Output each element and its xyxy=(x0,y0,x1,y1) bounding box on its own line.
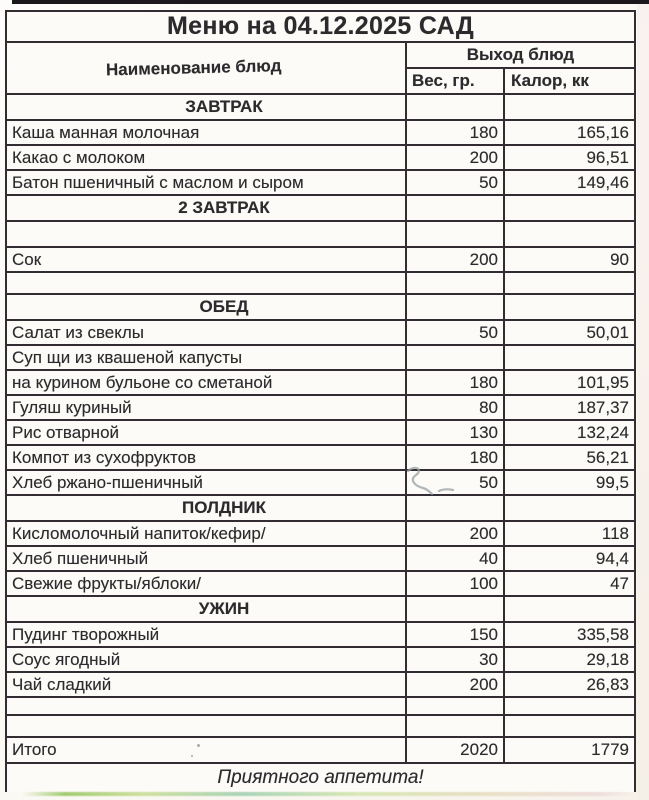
section-row xyxy=(7,496,634,522)
weight-cell: 2020 xyxy=(407,738,505,764)
dish-row xyxy=(7,547,634,572)
calories-cell: 50,01 xyxy=(505,321,634,346)
section-title: 2 ЗАВТРАК xyxy=(7,196,407,222)
dish-name-cell: Соус ягодный xyxy=(7,648,407,673)
footer-message: Приятного аппетита! xyxy=(217,767,424,788)
column-header-name: Наименование блюд xyxy=(7,43,407,95)
weight-cell xyxy=(407,273,505,295)
calories-cell: 187,37 xyxy=(505,396,634,421)
dish-row xyxy=(7,623,634,648)
calories-cell: 1779 xyxy=(505,738,634,764)
dish-name-cell: Пудинг творожный xyxy=(7,623,407,648)
dish-name-cell xyxy=(7,698,407,716)
table-body xyxy=(7,95,634,764)
calories-cell xyxy=(505,95,634,121)
dish-name-cell xyxy=(7,716,407,738)
calories-cell: 56,21 xyxy=(505,446,634,471)
weight-cell: 200 xyxy=(407,146,505,171)
dish-row xyxy=(7,446,634,471)
column-header-calories: Калор, кк xyxy=(505,69,634,95)
weight-cell: 200 xyxy=(407,673,505,698)
section-row xyxy=(7,95,634,121)
menu-table xyxy=(5,10,636,792)
output-header-group xyxy=(407,43,634,95)
dish-name-cell: Хлеб пшеничный xyxy=(7,547,407,572)
dish-row xyxy=(7,248,634,273)
weight-cell: 30 xyxy=(407,648,505,673)
dish-name-cell: Гуляш куриный xyxy=(7,396,407,421)
table-header xyxy=(7,43,634,95)
total-row xyxy=(7,738,634,764)
dish-row xyxy=(7,396,634,421)
calories-cell: 29,18 xyxy=(505,648,634,673)
empty-row xyxy=(7,222,634,248)
dish-row xyxy=(7,421,634,446)
calories-cell: 26,83 xyxy=(505,673,634,698)
section-title: ПОЛДНИК xyxy=(7,496,407,522)
dish-name-cell: на курином бульоне со сметаной xyxy=(7,371,407,396)
dish-row xyxy=(7,171,634,196)
scan-speck xyxy=(197,744,200,747)
column-header-output: Выход блюд xyxy=(407,43,634,69)
dish-name-cell: Кисломолочный напиток/кефир/ xyxy=(7,522,407,547)
calories-cell xyxy=(505,295,634,321)
weight-cell xyxy=(407,295,505,321)
pen-squiggle-artifact xyxy=(398,462,468,504)
dish-name-cell: Какао с молоком xyxy=(7,146,407,171)
calories-cell xyxy=(505,698,634,716)
weight-cell: 50 xyxy=(407,321,505,346)
calories-cell: 90 xyxy=(505,248,634,273)
weight-cell: 100 xyxy=(407,572,505,597)
section-title: ЗАВТРАК xyxy=(7,95,407,121)
dish-row xyxy=(7,371,634,396)
dish-name-cell xyxy=(7,222,407,248)
dish-row xyxy=(7,648,634,673)
dish-row xyxy=(7,121,634,146)
weight-cell: 50 xyxy=(407,171,505,196)
dish-name-cell: Рис отварной xyxy=(7,421,407,446)
calories-cell: 99,5 xyxy=(505,471,634,496)
dish-row xyxy=(7,572,634,597)
dish-name-cell: Сок xyxy=(7,248,407,273)
calories-cell xyxy=(505,496,634,522)
scanner-edge-strip xyxy=(12,0,649,4)
calories-cell xyxy=(505,196,634,222)
calories-cell: 94,4 xyxy=(505,547,634,572)
weight-cell: 180 xyxy=(407,371,505,396)
weight-cell: 130 xyxy=(407,421,505,446)
weight-cell: 150 xyxy=(407,623,505,648)
weight-cell: 80 xyxy=(407,396,505,421)
weight-cell: 180 xyxy=(407,121,505,146)
calories-cell: 165,16 xyxy=(505,121,634,146)
weight-cell xyxy=(407,597,505,623)
weight-cell xyxy=(407,698,505,716)
dish-row xyxy=(7,146,634,171)
empty-row xyxy=(7,716,634,738)
calories-cell: 149,46 xyxy=(505,171,634,196)
calories-cell xyxy=(505,273,634,295)
section-row xyxy=(7,196,634,222)
dish-name-cell: Суп щи из квашеной капусты xyxy=(7,346,407,371)
calories-cell: 132,24 xyxy=(505,421,634,446)
dish-name-cell: Каша манная молочная xyxy=(7,121,407,146)
weight-cell xyxy=(407,346,505,371)
dish-name-cell: Батон пшеничный с маслом и сыром xyxy=(7,171,407,196)
dish-row xyxy=(7,673,634,698)
weight-cell: 40 xyxy=(407,547,505,572)
column-header-weight: Вес, гр. xyxy=(407,69,505,95)
dish-name-cell: Свежие фрукты/яблоки/ xyxy=(7,572,407,597)
dish-name-cell: Хлеб ржано-пшеничный xyxy=(7,471,407,496)
weight-cell: 200 xyxy=(407,522,505,547)
dish-row xyxy=(7,346,634,371)
scan-edge-tint xyxy=(637,0,649,800)
weight-cell: 50 xyxy=(407,471,505,496)
section-title: УЖИН xyxy=(7,597,407,623)
empty-row xyxy=(7,273,634,295)
section-row xyxy=(7,597,634,623)
weight-cell xyxy=(407,222,505,248)
dish-name-cell: Итого xyxy=(7,738,407,764)
section-row xyxy=(7,295,634,321)
scan-color-artifact xyxy=(22,792,634,796)
dish-row xyxy=(7,321,634,346)
weight-cell xyxy=(407,196,505,222)
calories-cell xyxy=(505,222,634,248)
menu-title: Меню на 04.12.2025 САД xyxy=(7,12,634,43)
empty-row xyxy=(7,698,634,716)
calories-cell: 96,51 xyxy=(505,146,634,171)
calories-cell xyxy=(505,597,634,623)
weight-cell: 200 xyxy=(407,248,505,273)
dish-row xyxy=(7,471,634,496)
weight-cell xyxy=(407,95,505,121)
calories-cell xyxy=(505,346,634,371)
section-title: ОБЕД xyxy=(7,295,407,321)
dish-name-cell: Компот из сухофруктов xyxy=(7,446,407,471)
weight-cell xyxy=(407,716,505,738)
calories-cell: 335,58 xyxy=(505,623,634,648)
calories-cell: 101,95 xyxy=(505,371,634,396)
calories-cell: 118 xyxy=(505,522,634,547)
dish-row xyxy=(7,522,634,547)
weight-cell: 180 xyxy=(407,446,505,471)
calories-cell xyxy=(505,716,634,738)
calories-cell: 47 xyxy=(505,572,634,597)
dish-name-cell: Чай сладкий xyxy=(7,673,407,698)
dish-name-cell xyxy=(7,273,407,295)
dish-name-cell: Салат из свеклы xyxy=(7,321,407,346)
